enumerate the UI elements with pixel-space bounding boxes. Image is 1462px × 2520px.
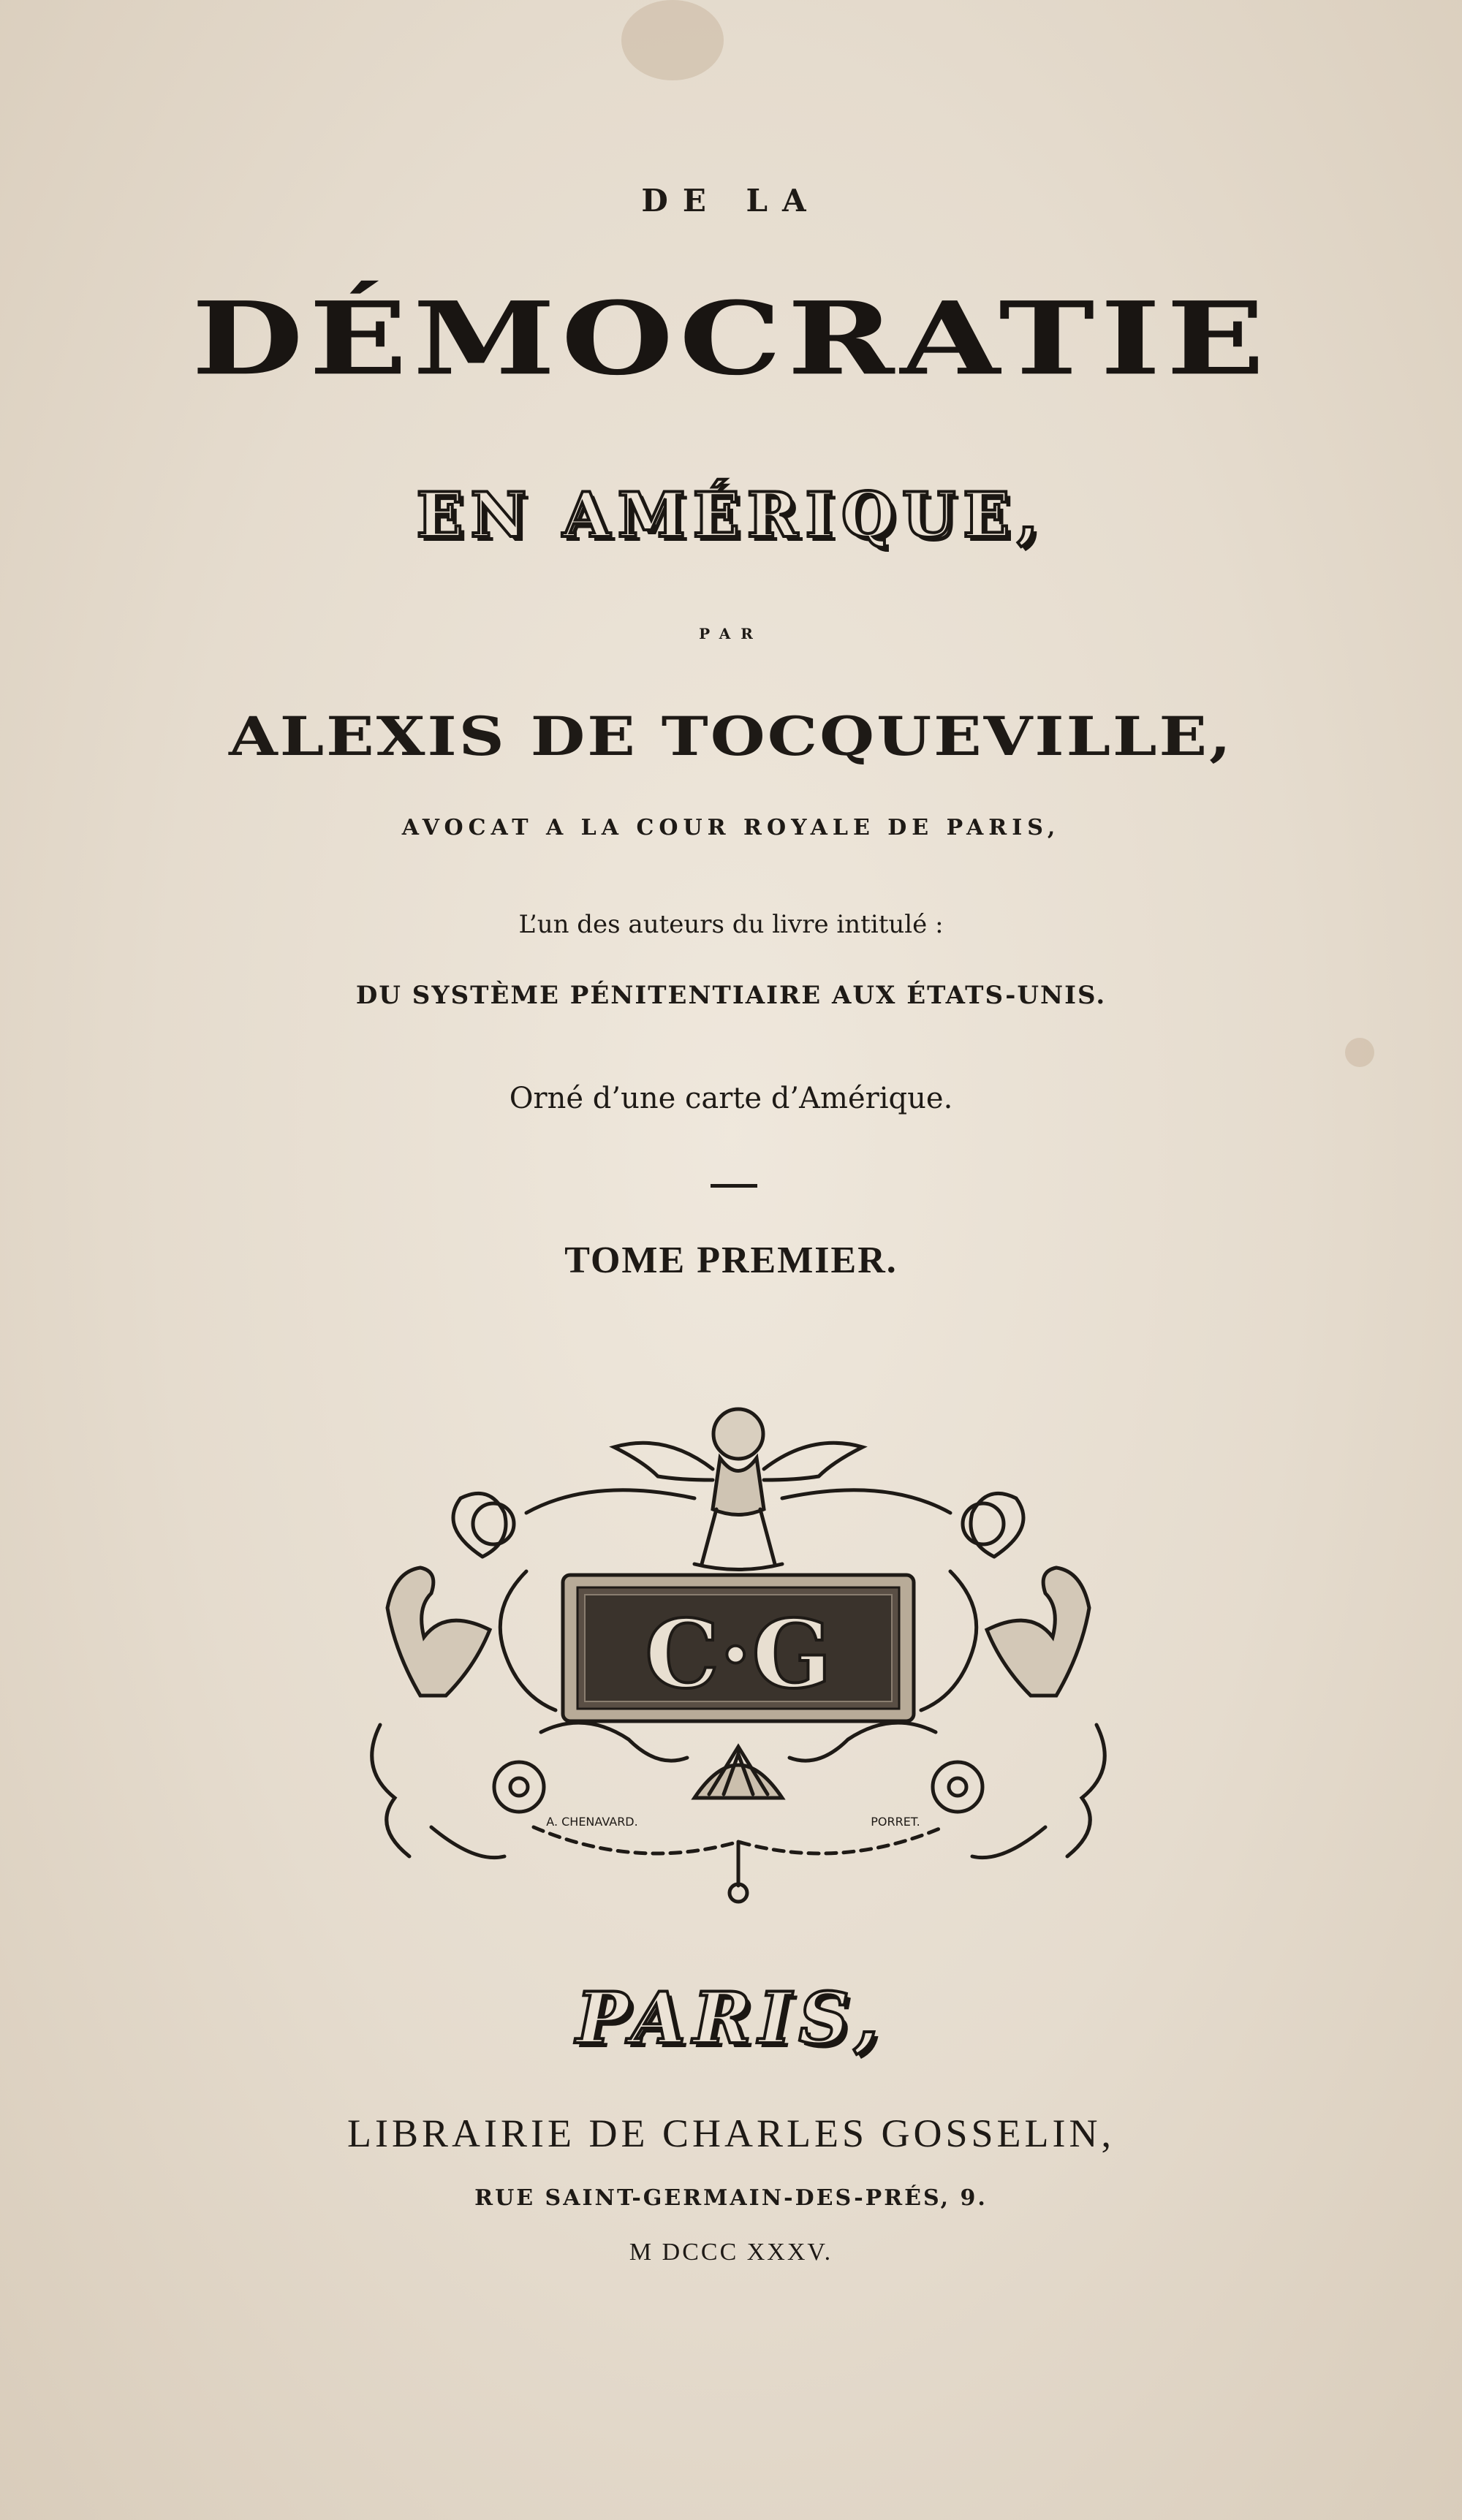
pre-title: DE LA bbox=[641, 183, 821, 219]
paper-stain bbox=[1345, 1038, 1374, 1067]
map-note: Orné d’une carte d’Amérique. bbox=[509, 1082, 953, 1115]
author-name: ALEXIS DE TOCQUEVILLE, bbox=[228, 705, 1233, 768]
cherub-figure bbox=[614, 1409, 863, 1570]
engraver-right: PORRET. bbox=[871, 1815, 920, 1829]
publication-date: M DCCC XXXV. bbox=[629, 2239, 833, 2266]
subtitle: EN AMÉRIQUE, bbox=[416, 479, 1046, 551]
publisher-name: LIBRAIRIE DE CHARLES GOSSELIN, bbox=[347, 2111, 1115, 2155]
paper-stain bbox=[621, 0, 724, 80]
engraver-left: A. CHENAVARD. bbox=[546, 1815, 638, 1829]
other-work-intro: L’un des auteurs du livre intitulé : bbox=[518, 910, 944, 939]
by-line: PAR bbox=[699, 625, 763, 642]
vignette-monogram: C·G bbox=[645, 1600, 832, 1709]
publisher-vignette bbox=[351, 1389, 1126, 1915]
main-title: DÉMOCRATIE bbox=[192, 279, 1270, 398]
other-work-title: DU SYSTÈME PÉNITENTIAIRE AUX ÉTATS-UNIS. bbox=[355, 981, 1107, 1010]
author-role: AVOCAT A LA COUR ROYALE DE PARIS, bbox=[401, 815, 1061, 840]
publisher-address: RUE SAINT-GERMAIN-DES-PRÉS, 9. bbox=[474, 2185, 988, 2211]
divider-rule bbox=[711, 1184, 757, 1188]
imprint-city: PARIS, bbox=[576, 1977, 886, 2060]
volume-label: TOME PREMIER. bbox=[564, 1240, 898, 1281]
